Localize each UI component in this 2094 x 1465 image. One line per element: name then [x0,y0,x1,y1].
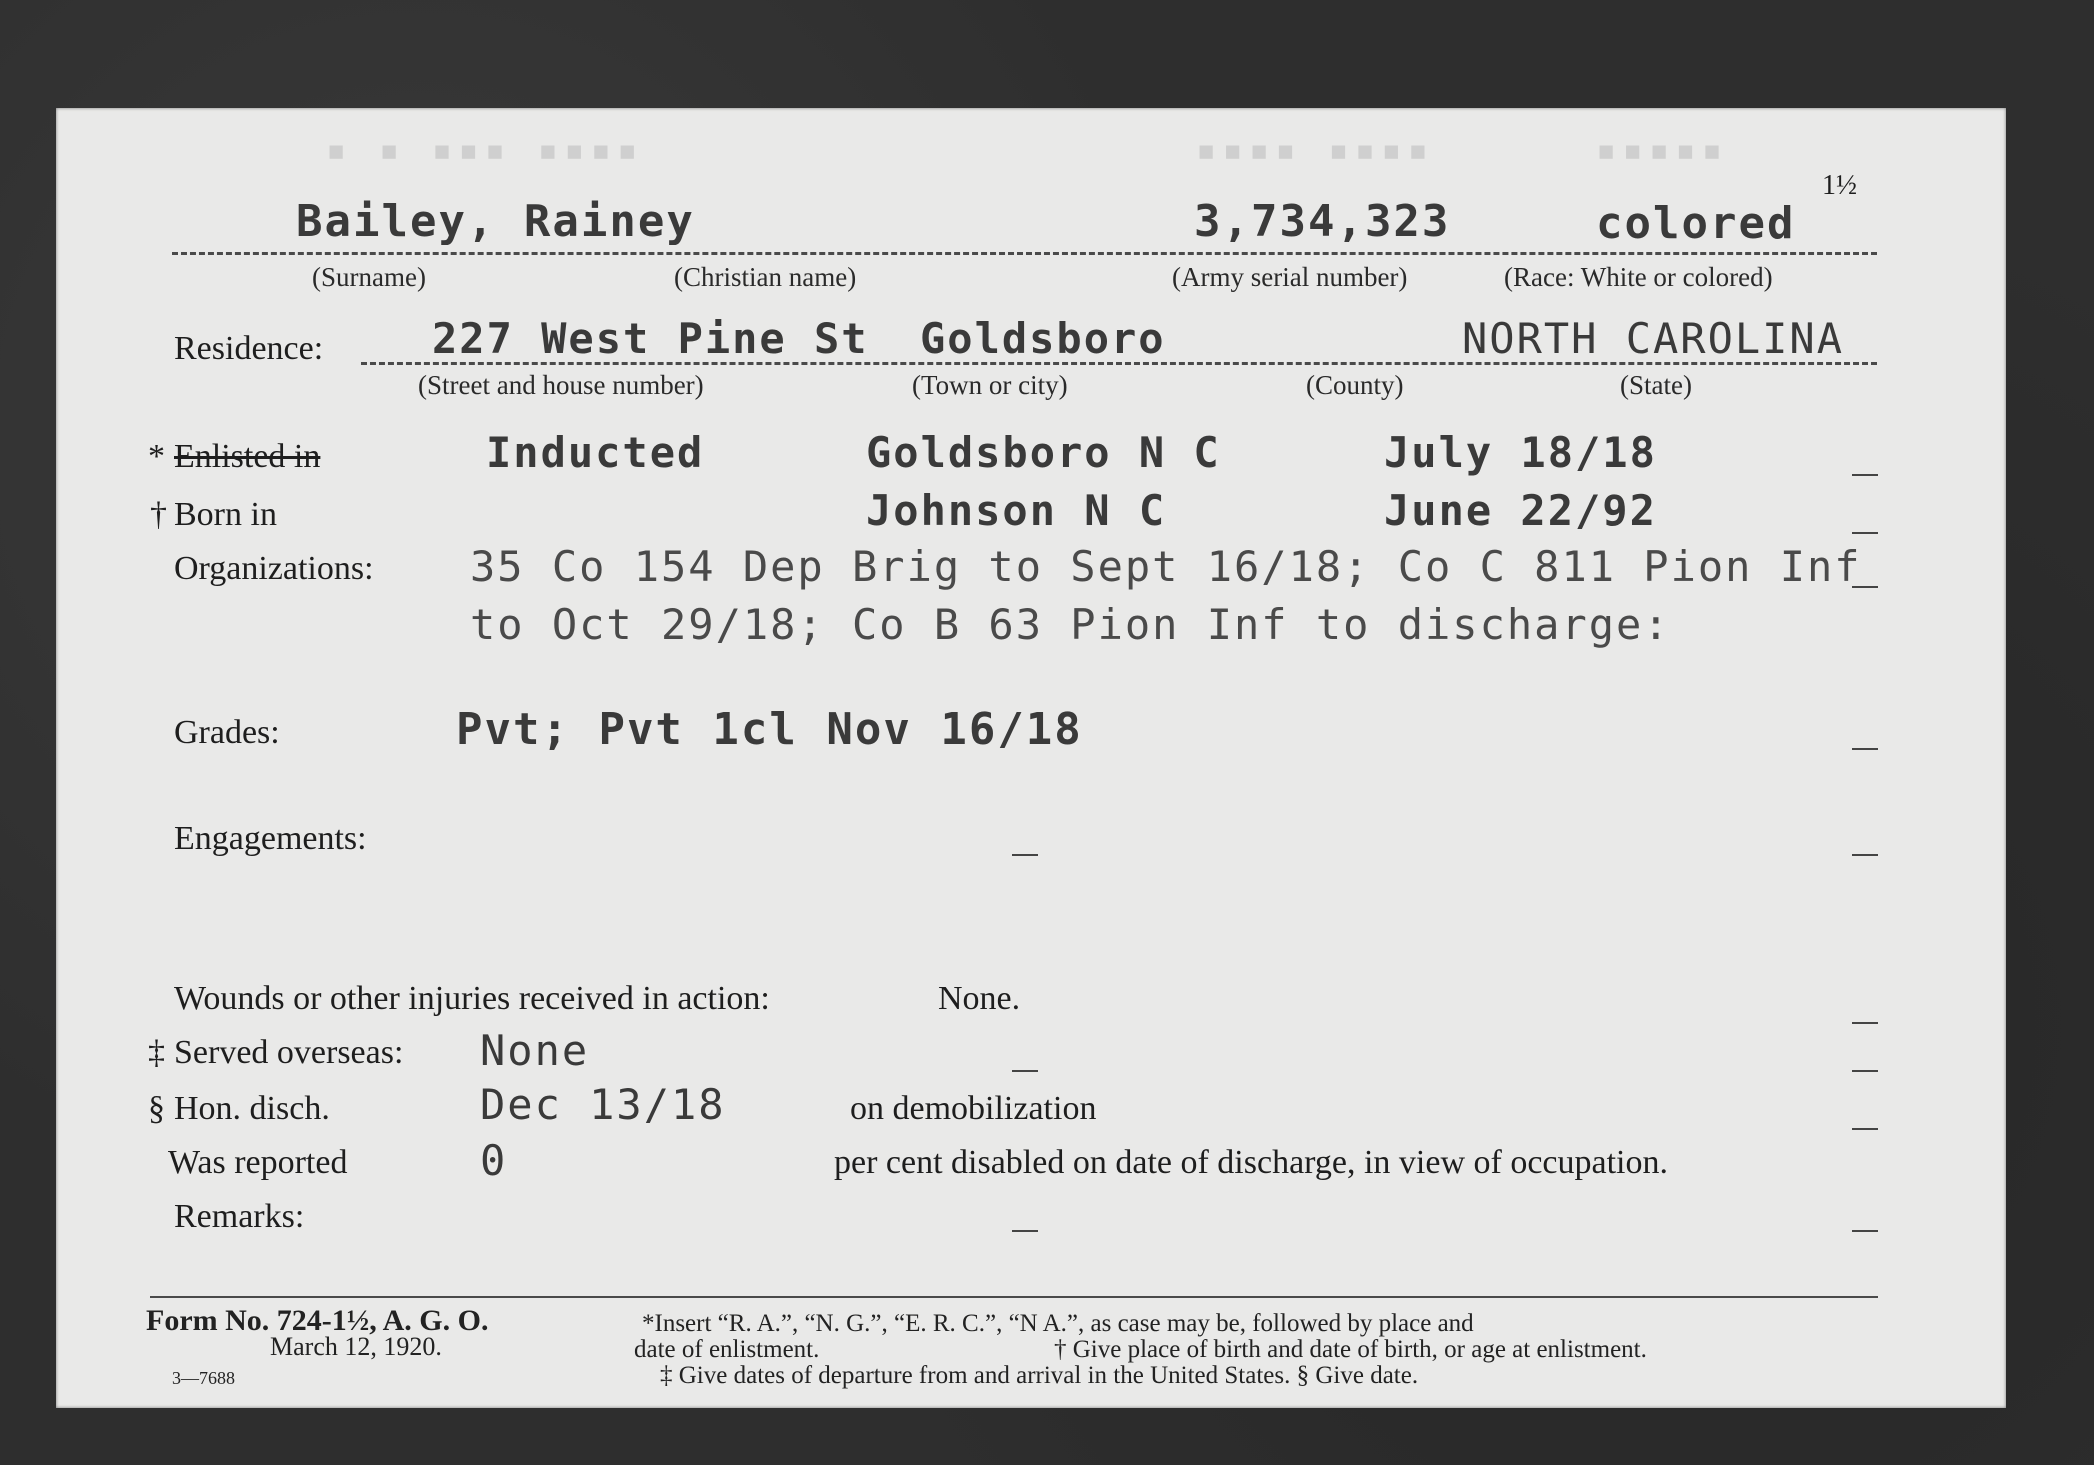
bleed-through-marks: ▪ ▪ ▪▪▪ ▪▪▪▪ [326,130,644,170]
wounds-value: None. [938,980,1021,1017]
discharge-mark: § [148,1090,165,1127]
tick-mark [1852,586,1878,588]
reported-value: 0 [480,1136,508,1185]
street-value: 227 West Pine St [432,314,869,363]
state-value: NORTH CAROLINA [1462,314,1845,363]
service-record-card [56,108,2006,1408]
organizations-line-1: 35 Co 154 Dep Brig to Sept 16/18; Co C 811 Pion Inf [470,542,1862,591]
tick-mark [1852,474,1878,476]
caption-race: (Race: White or colored) [1504,262,1773,292]
inducted-value: Inducted [486,428,705,477]
born-mark: † [150,496,167,533]
tick-mark [1852,1128,1878,1130]
form-number: Form No. 724-1½, A. G. O. [146,1304,489,1337]
wounds-label: Wounds or other injuries received in action: [174,980,770,1017]
serial-value: 3,734,323 [1194,196,1451,247]
caption-street: (Street and house number) [418,370,704,400]
caption-serial: (Army serial number) [1172,262,1408,292]
organizations-line-2: to Oct 29/18; Co B 63 Pion Inf to discharge: [470,600,1671,649]
tick-mark [1852,1070,1878,1072]
caption-town: (Town or city) [912,370,1068,400]
overseas-label: Served overseas: [174,1034,404,1071]
footnote-line-1: *Insert “R. A.”, “N. G.”, “E. R. C.”, “N A.”, as case may be, followed by place and [642,1310,1474,1337]
enlisted-mark: * [148,438,165,475]
residence-label: Residence: [174,330,324,367]
tick-mark [1012,1230,1038,1232]
fraction-mark: 1½ [1822,170,1857,201]
inducted-place: Goldsboro N C [866,428,1221,477]
born-date: June 22/92 [1384,486,1657,535]
footer-rule [150,1296,1878,1298]
overseas-mark: ‡ [148,1034,165,1071]
header-dotted-line [172,252,1877,255]
discharge-reason: on demobilization [850,1090,1097,1127]
overseas-value: None [480,1026,590,1075]
born-label: Born in [174,496,277,533]
surname-value: Bailey, Rainey [296,196,695,247]
enlisted-label: Enlisted in [174,438,321,475]
grades-value: Pvt; Pvt 1cl Nov 16/18 [456,704,1083,755]
reported-text: per cent disabled on date of discharge, in view of occupation. [834,1144,1668,1181]
form-date: March 12, 1920. [270,1332,442,1361]
discharge-label: Hon. disch. [174,1090,330,1127]
caption-county: (County) [1306,370,1404,400]
print-code: 3—7688 [172,1368,235,1388]
organizations-label: Organizations: [174,550,374,587]
tick-mark [1852,748,1878,750]
reported-label: Was reported [168,1144,348,1181]
tick-mark [1852,532,1878,534]
caption-surname: (Surname) [312,262,426,292]
tick-mark [1012,854,1038,856]
caption-state: (State) [1620,370,1692,400]
tick-mark [1012,1070,1038,1072]
bleed-through-marks: ▪▪▪▪ ▪▪▪▪ [1196,130,1435,170]
engagements-label: Engagements: [174,820,367,857]
caption-christian-name: (Christian name) [674,262,857,292]
footnote-line-3: ‡ Give dates of departure from and arrival in the United States. § Give date. [660,1362,1419,1389]
born-place: Johnson N C [866,486,1167,535]
grades-label: Grades: [174,714,280,751]
town-value: Goldsboro [920,314,1166,363]
bleed-through-marks: ▪▪▪▪▪ [1596,130,1729,170]
footnote-line-2b: † Give place of birth and date of birth, or age at enlistment. [1054,1336,1647,1363]
footnote-line-2a: date of enlistment. [634,1336,820,1363]
tick-mark [1852,1230,1878,1232]
race-value: colored [1596,198,1796,249]
remarks-label: Remarks: [174,1198,305,1235]
discharge-date: Dec 13/18 [480,1080,726,1129]
tick-mark [1852,1022,1878,1024]
tick-mark [1852,854,1878,856]
inducted-date: July 18/18 [1384,428,1657,477]
